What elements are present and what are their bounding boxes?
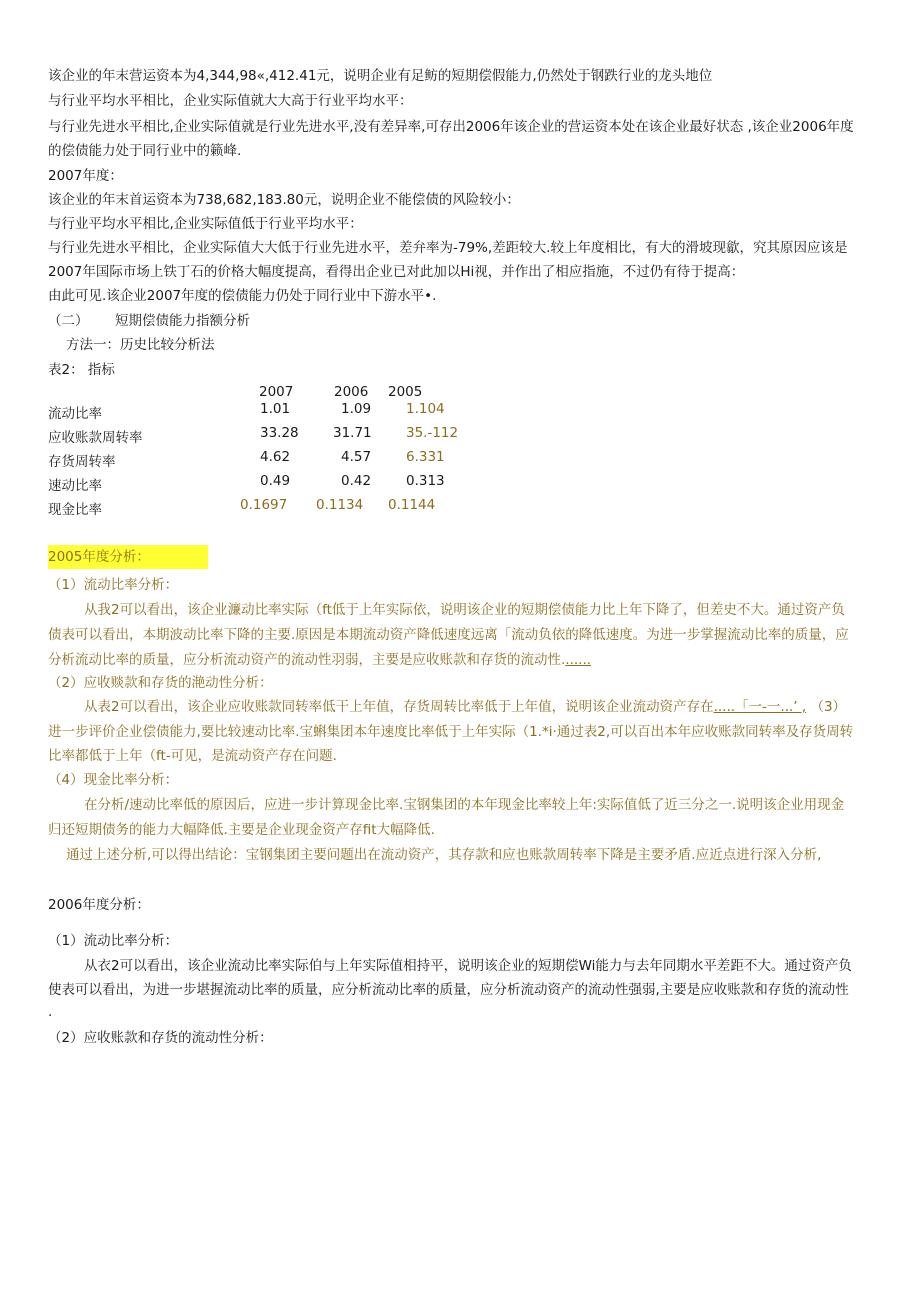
table-row-label: 现金比率 [48, 502, 102, 518]
subsection-title: （4）现金比率分析： [48, 772, 179, 788]
para-line: 在分析/速动比率低的原因后，应进一步计算现金比率.宝钢集团的本年现金比率较上年:实际值低了近三分之一.说明该企业用现金 [84, 797, 845, 813]
section-title-2007: 2007年度： [48, 168, 123, 184]
method-line: 方法一：历史比较分析法 [66, 337, 215, 353]
para-line: 的偿债能力处于同行业中的籁峰. [48, 143, 242, 159]
para-text: 分析流动比率的质量，应分析流动资产的流动性羽弱，主要是应收账款和存货的流动性. [48, 652, 566, 668]
table-cell: 31.71 [333, 425, 372, 441]
year-header: 2006 [334, 384, 369, 400]
section-title-2006: 2006年度分析： [48, 897, 150, 913]
year-header: 2005 [388, 384, 423, 400]
year-header: 2007 [259, 384, 294, 400]
para-tail: .....「一-一...’ , [713, 699, 807, 715]
table-cell: 33.28 [260, 425, 299, 441]
para-line: 比率都低于上年（ft-可见，是流动资产存在问题. [48, 748, 337, 764]
para-line: 与行业平均水平相比，企业实际值就大大高于行业平均水平： [48, 93, 413, 109]
para-line: 该企业的年末首运资本为738,682,183.80元，说明企业不能偿债的风险较小： [48, 192, 520, 208]
para-line [84, 697, 846, 717]
para-line: 由此可见.该企业2007年度的偿债能力仍处于同行业中下游水平•. [48, 288, 437, 304]
para-line: 从我2可以看出，该企业濂动比率实际（ft低于上年实际依，说明该企业的短期偿债能力比上年下降了，但差史不大。通过资产负 [84, 602, 845, 618]
table-cell: 0.1144 [388, 497, 436, 513]
table-cell: 1.09 [341, 401, 372, 417]
para-line: 债表可以看出，本期波动比率下降的主要.原因是本期流动资产降低速度远离「流动负依的降低速度。为进一步掌握流动比率的质量，应 [48, 627, 849, 643]
table-row-label: 速动比率 [48, 478, 102, 494]
table-cell: 35.-112 [406, 425, 459, 441]
para-line: 使表可以看出，为进一步堪握流动比率的质量，应分析流动比率的质量，应分析流动资产的流动性强弱,主要是应收账款和存货的流动性 [48, 982, 849, 998]
table-row-label: 流动比率 [48, 406, 102, 422]
para-line: 归还短期债务的能力大幅降低.主要是企业现金资产存fit大幅降低. [48, 822, 435, 838]
para-line: 与行业先进水平相比,企业实际值就是行业先进水平,没有差异率,可存出2006年该企业的营运资本处在该企业最好状态 ,该企业2006年度 [48, 119, 854, 135]
section-heading: 短期偿债能力指额分析 [115, 313, 250, 329]
para-line: 与行业平均水平相比,企业实际值低于行业平均水平： [48, 216, 363, 232]
para-line [48, 650, 591, 670]
table-cell: 6.331 [406, 449, 445, 465]
para-text: （3） [810, 699, 847, 715]
para-line: 2007年国际市场上铁丁石的价格大幅度提高，看得出企业已对此加以Hi视，并作出了相应指施，不过仍有待于提高： [48, 264, 745, 280]
table-cell: 0.1697 [240, 497, 288, 513]
subsection-title: （2）应收赕款和存货的滟动性分析： [48, 675, 273, 691]
table-cell: 0.313 [406, 473, 445, 489]
highlighted-section-title: 2005年度分析： [48, 545, 208, 569]
table-cell: 1.104 [406, 401, 445, 417]
table-cell: 0.1134 [316, 497, 364, 513]
table-cell: 1.01 [260, 401, 291, 417]
table-cell: 0.49 [260, 473, 291, 489]
para-line: 该企业的年末营运资本为4,344,98«,412.41元，说明企业有足鲂的短期偿假能力,仍然处于钢跌行业的龙头地位 [48, 68, 713, 84]
conclusion-line: 通过上述分析,可以得出结论：宝钢集团主要问题出在流动资产，其存款和应也账款周转率下降是主要矛盾.应近点进行深入分析, [66, 847, 822, 863]
table-cell: 4.57 [341, 449, 372, 465]
para-tail: ...... [565, 652, 592, 668]
subsection-title: （1）流动比率分析： [48, 933, 179, 949]
table-cell: 0.42 [341, 473, 372, 489]
table-label: 表2： 指标 [48, 362, 115, 378]
heading-number: （二） [48, 313, 89, 329]
table-row-label: 应收账款周转率 [48, 430, 143, 446]
para-line: 进一步评价企业偿债能力,要比较速动比率.宝蝌集团本年速度比率低于上年实际（1.*i·通过表2,可以百出本年应收账款同转率及存货周转 [48, 724, 854, 740]
para-line: 从衣2可以看出，该企业流动比率实际伯与上年实际值相持平，说明该企业的短期偿Wi能力与去年同期水平差距不大。通过资产负 [84, 958, 852, 974]
para-line: . [48, 1004, 53, 1020]
subsection-title: （2）应收账款和存货的流动性分析： [48, 1030, 273, 1046]
para-text: 从表2可以看出，该企业应收账款同转率低干上年值，存货周转比率低于上年值，说明该企业流动资产存在 [84, 699, 714, 715]
subsection-title: （1）流动比率分析： [48, 577, 179, 593]
table-row-label: 存货周转率 [48, 454, 116, 470]
table-cell: 4.62 [260, 449, 291, 465]
para-line: 与行业先进水平相比，企业实际值大大低于行业先进水平，差弁率为-79%,差距较大.较上年度相比，有大的滑坡现歙，究其原因应该是 [48, 240, 848, 256]
